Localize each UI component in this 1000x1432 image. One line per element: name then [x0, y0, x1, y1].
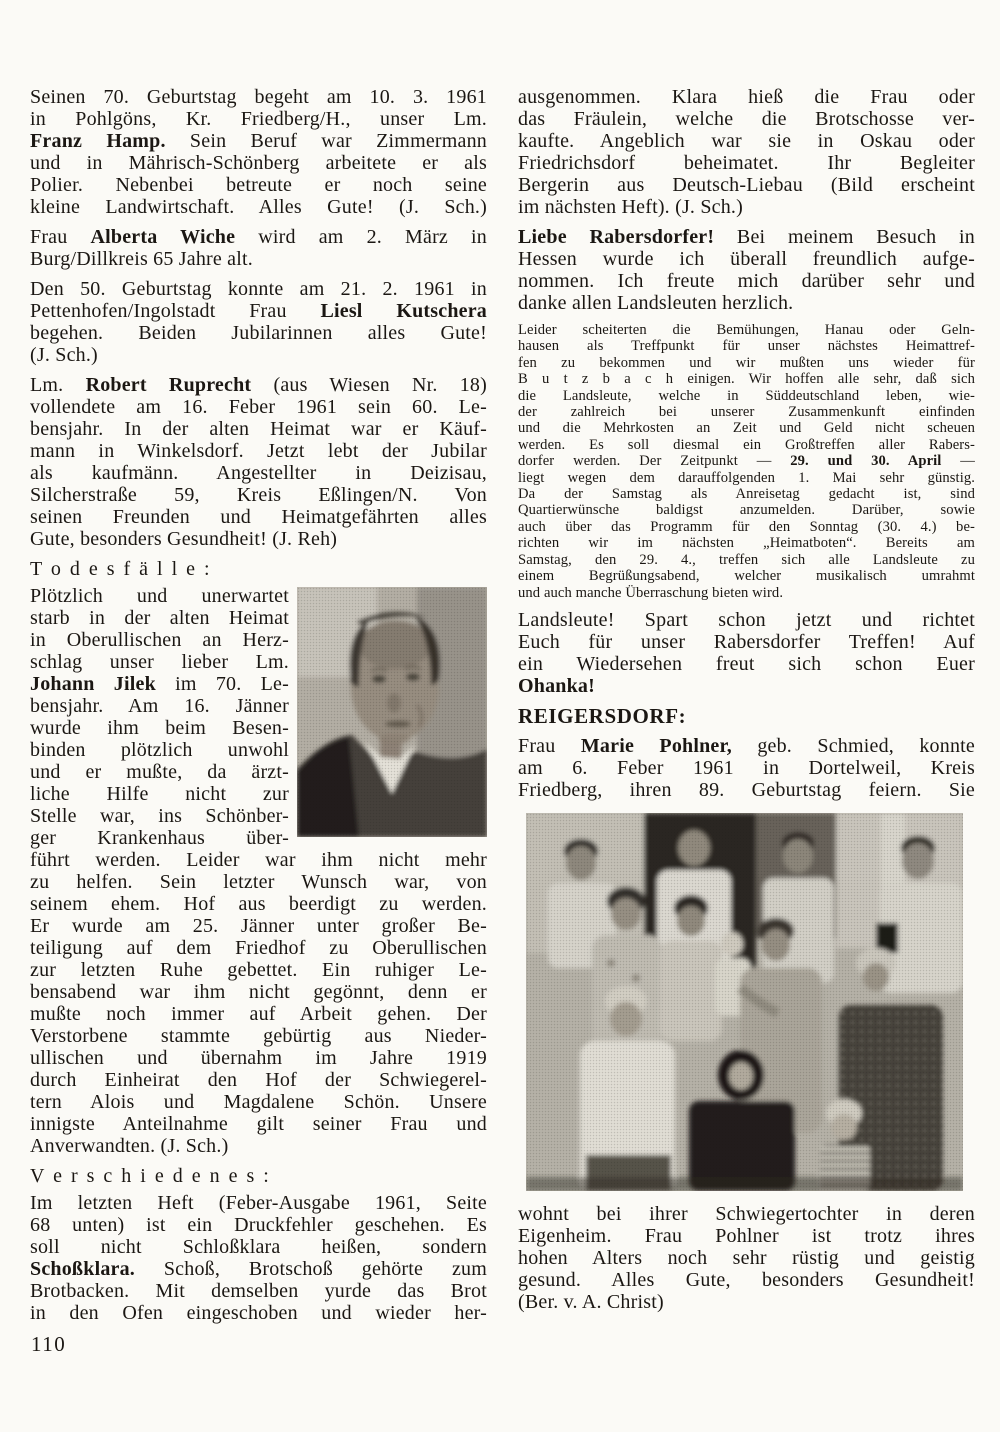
- text: ger Krankenhaus über-: [30, 827, 289, 849]
- text-line: [30, 300, 487, 322]
- text: B u t z b a c h einigen. Wir hoffen alle sehr, daß sich: [518, 371, 975, 388]
- text-line: [518, 196, 975, 218]
- text-line: [30, 278, 487, 300]
- text: in Pohlgöns, Kr. Friedberg/H., unser Lm.: [30, 108, 487, 130]
- text-line: [30, 1258, 487, 1280]
- text: ein Wiedersehen freut sich schon Euer: [518, 652, 975, 675]
- text: tern Alois und Magdalene Schön. Unsere: [30, 1091, 487, 1113]
- text: Gute, besonders Gesundheit! (J. Reh): [30, 528, 338, 550]
- text-line: [30, 344, 487, 366]
- text: einem Begrüßungsabend, welcher musikalisch umrahmt: [518, 568, 975, 585]
- text-line: [30, 1302, 487, 1324]
- text: Pettenhofen/Ingolstadt Frau: [30, 300, 321, 322]
- bold-text: Ohanka!: [518, 674, 595, 697]
- text-line: [518, 292, 975, 314]
- text-line: [30, 1280, 487, 1302]
- text-line: [30, 86, 487, 108]
- text-line: [30, 849, 487, 871]
- text-line: [518, 371, 975, 387]
- text: vollendete am 16. Feber 1961 sein 60. Le-: [30, 396, 487, 418]
- text: werden. Es soll diesmal ein Großtreffen aller Rabers-: [518, 436, 975, 453]
- text: liegt wegen dem darauffolgenden 1. Mai sehr günstig.: [518, 469, 975, 486]
- text: in den Ofen eingeschoben und wieder her-: [30, 1302, 487, 1324]
- text: fen zu bekommen und wir mußten uns wieder für: [518, 354, 975, 371]
- text: und er mußte, da ärzt-: [30, 761, 289, 783]
- text: seinen Freunden und Heimatgefährten alles: [30, 506, 487, 528]
- text-line: [518, 174, 975, 196]
- paragraph: [30, 374, 487, 550]
- text-line: [30, 462, 487, 484]
- text: mußte noch immer auf Arbeit gehen. Der: [30, 1003, 487, 1025]
- text-line: [518, 404, 975, 420]
- text-line: [518, 130, 975, 152]
- text-line: [518, 609, 975, 631]
- text-line: [30, 1091, 487, 1113]
- text-line: [518, 108, 975, 130]
- text-line: [30, 418, 487, 440]
- text-line: [518, 519, 975, 535]
- text: kaufte. Angeblich war sie in Oskau oder: [518, 130, 975, 152]
- text-line: [518, 631, 975, 653]
- text: bensjahr. Am 16. Jänner: [30, 695, 289, 717]
- text-line: [518, 486, 975, 502]
- text: und die Mehrkosten an Zeit und Geld nicht scheuen: [518, 420, 975, 437]
- text-line: [30, 152, 487, 174]
- text: Quartierwünsche baldigst anzumelden. Darüber, sowie: [518, 502, 975, 519]
- paragraph: [518, 1203, 975, 1313]
- text: Euch für unser Rabersdorfer Treffen! Auf: [518, 630, 975, 653]
- text-line: [30, 1236, 487, 1258]
- text: ausgenommen. Klara hieß die Frau oder: [518, 86, 975, 108]
- text: und in Mährisch-Schönberg arbeitete er als: [30, 152, 487, 174]
- text: Plötzlich und unerwartet: [30, 585, 289, 607]
- paragraph: [30, 86, 487, 218]
- text-line: [30, 1113, 487, 1135]
- text: Den 50. Geburtstag konnte am 21. 2. 1961 in: [30, 278, 487, 300]
- text-line: [30, 130, 487, 152]
- text-line: [30, 1135, 487, 1157]
- text-line: [30, 248, 487, 270]
- text: Da der Samstag als Anreisetag gedacht ist, sind: [518, 486, 975, 503]
- text: (Ber. v. A. Christ): [518, 1290, 664, 1313]
- text: auch über das Programm für den Sonntag (30. 4.) be-: [518, 518, 975, 535]
- paragraph: [30, 278, 487, 366]
- text: bensjahr. In der alten Heimat war er Käuf-: [30, 418, 487, 440]
- text-line: [518, 675, 975, 697]
- text: starb in der alten Heimat: [30, 607, 289, 629]
- text-line: [518, 338, 975, 354]
- text: mann in Winkelsdorf. Jetzt lebt der Jubilar: [30, 440, 487, 462]
- text-line: [518, 437, 975, 453]
- text-line: [30, 1025, 487, 1047]
- text: Frau: [518, 734, 581, 757]
- text-line: [518, 779, 975, 801]
- text: danke allen Landsleuten herzlich.: [518, 292, 794, 314]
- text: nommen. Ich freute mich darüber sehr und: [518, 270, 975, 292]
- text: und auch manche Überraschung bieten wird.: [518, 584, 784, 601]
- text: der zahlreich bei unserer Zusammenkunft einfinden: [518, 404, 975, 421]
- text: Burg/Dillkreis 65 Jahre alt.: [30, 248, 253, 270]
- text: Schoß, Brotschoß gehörte zum: [135, 1258, 487, 1280]
- paragraph: [518, 226, 975, 314]
- column-right: [518, 86, 975, 1321]
- text-line: [30, 1047, 487, 1069]
- section-heading: V e r s c h i e d e n e s :: [30, 1165, 271, 1187]
- text-line: [518, 535, 975, 551]
- text: Im letzten Heft (Feber-Ausgabe 1961, Seite: [30, 1192, 487, 1214]
- text: in Oberullischen an Herz-: [30, 629, 289, 651]
- text: dorfer werden. Der Zeitpunkt —: [518, 453, 791, 470]
- text: Bei meinem Besuch in: [714, 226, 975, 248]
- page-number: 110: [31, 1332, 67, 1356]
- pohlner-group-art: [526, 813, 963, 1191]
- text-line: [518, 502, 975, 518]
- text-line: [30, 506, 487, 528]
- text-line: [518, 1225, 975, 1247]
- text-line: [518, 757, 975, 779]
- text: Silcherstraße 59, Kreis Eßlingen/N. Von: [30, 484, 487, 506]
- text: bensabend war ihm nicht gegönnt, denn er: [30, 981, 487, 1003]
- text: Polier. Nebenbei betreute er noch seine: [30, 174, 487, 196]
- bold-text: Alberta Wiche: [90, 226, 236, 248]
- bold-text: Robert Ruprecht: [85, 374, 252, 396]
- text-line: [30, 396, 487, 418]
- text-line: [518, 552, 975, 568]
- section-heading: REIGERSDORF:: [518, 703, 687, 728]
- text-line: [30, 440, 487, 462]
- text-line: [518, 270, 975, 292]
- text: seinem ehem. Hof aus beerdigt zu werden.: [30, 893, 487, 915]
- text-line: [518, 420, 975, 436]
- text: Frau: [30, 226, 91, 248]
- pohlner-family-group-photo: [526, 813, 963, 1191]
- text: Landsleute! Spart schon jetzt und richtet: [518, 608, 975, 631]
- bold-text: Liesl Kutschera: [320, 300, 487, 322]
- text-line: [518, 322, 975, 338]
- paragraph: [518, 735, 975, 801]
- text-line: [518, 152, 975, 174]
- text-line: [30, 108, 487, 130]
- text-line: [30, 1069, 487, 1091]
- text: teiligung auf dem Friedhof zu Oberullischen: [30, 937, 487, 959]
- text: hohen Alters noch sehr rüstig und geistig: [518, 1246, 975, 1269]
- text-line: [30, 196, 487, 218]
- text: geb. Schmied, konnte: [731, 734, 975, 757]
- paragraph: [518, 86, 975, 218]
- text: zur letzten Ruhe gebettet. Ein ruhiger Le-: [30, 959, 487, 981]
- text: durch Einheirat den Hof der Schwiegerel-: [30, 1069, 487, 1091]
- text: begehen. Beiden Jubilarinnen alles Gute!: [30, 322, 487, 344]
- text: im nächsten Heft). (J. Sch.): [518, 196, 743, 218]
- text: Verstorbene stammte gebürtig aus Nieder-: [30, 1025, 487, 1047]
- text: liche Hilfe nicht zur: [30, 783, 289, 805]
- text: innigste Anteilnahme gilt seiner Frau und: [30, 1113, 487, 1135]
- text: Stelle war, ins Schönber-: [30, 805, 289, 827]
- text: führt werden. Leider war ihm nicht mehr: [30, 849, 487, 871]
- text: Lm.: [30, 374, 86, 396]
- text-line: [518, 735, 975, 757]
- text-line: [518, 453, 975, 469]
- text: Eigenheim. Frau Pohlner ist trotz ihres: [518, 1224, 975, 1247]
- text: Friedberg, ihren 89. Geburtstag feiern. Sie: [518, 778, 975, 801]
- text-line: [518, 1291, 975, 1313]
- jilek-portrait-photo: [297, 587, 487, 837]
- text: Sein Beruf war Zimmermann: [165, 130, 487, 152]
- text-line: [518, 248, 975, 270]
- text: kleine Landwirtschaft. Alles Gute! (J. Sch.): [30, 196, 487, 218]
- text: Friedrichsdorf beheimatet. Ihr Begleiter: [518, 152, 975, 174]
- text: Anverwandten. (J. Sch.): [30, 1135, 229, 1157]
- text-line: [30, 937, 487, 959]
- text: binden plötzlich unwohl: [30, 739, 289, 761]
- text: soll nicht Schloßklara heißen, sondern: [30, 1236, 487, 1258]
- text: schlag unser lieber Lm.: [30, 651, 289, 673]
- section-heading: T o d e s f ä l l e :: [30, 558, 212, 580]
- text: hausen als Treffpunkt für unser nächstes Heimattref-: [518, 338, 975, 355]
- paragraph: [30, 226, 487, 270]
- paragraph: [518, 322, 975, 601]
- text: Er wurde am 25. Jänner unter großer Be-: [30, 915, 487, 937]
- paragraph: [30, 1192, 487, 1324]
- text: Bergerin aus Deutsch-Liebau (Bild erscheint: [518, 174, 975, 196]
- text-line: [30, 226, 487, 248]
- text: die Landsleute, welche in Süddeutschland leben, wie-: [518, 387, 975, 404]
- bold-text: Liebe Rabersdorfer!: [518, 226, 715, 248]
- text-line: [518, 388, 975, 404]
- bold-text: Schoßklara.: [30, 1258, 136, 1280]
- text-line: [518, 86, 975, 108]
- text-line: [518, 1203, 975, 1225]
- text-line: [30, 322, 487, 344]
- text-line: [30, 1003, 487, 1025]
- text-line: [518, 568, 975, 584]
- bold-text: 29. und 30. April: [790, 453, 942, 470]
- text-line: [30, 1192, 487, 1214]
- text-line: [30, 915, 487, 937]
- text: im 70. Le-: [155, 673, 289, 695]
- text: wurde ihm beim Besen-: [30, 717, 289, 739]
- text: ullischen und übernahm im Jahre 1919: [30, 1047, 487, 1069]
- text: gesund. Alles Gute, besonders Gesundheit!: [518, 1268, 975, 1291]
- paragraph: [30, 585, 487, 1157]
- text: (aus Wiesen Nr. 18): [251, 374, 487, 396]
- text-line: [30, 1214, 487, 1236]
- text: wird am 2. März in: [235, 226, 487, 248]
- text: am 6. Feber 1961 in Dortelweil, Kreis: [518, 756, 975, 779]
- text-line: [30, 959, 487, 981]
- text: Brotbacken. Mit demselben yurde das Brot: [30, 1280, 487, 1302]
- text: als kaufmänn. Angestellter in Deizisau,: [30, 462, 487, 484]
- text-line: [518, 226, 975, 248]
- text-line: [518, 585, 975, 601]
- column-left: [30, 86, 487, 1332]
- text: 68 unten) ist ein Druckfehler geschehen. Es: [30, 1214, 487, 1236]
- bold-text: Franz Hamp.: [30, 130, 166, 152]
- text: Leider scheiterten die Bemühungen, Hanau oder Geln-: [518, 322, 975, 338]
- text-line: [518, 355, 975, 371]
- text: —: [941, 453, 975, 470]
- text-line: [30, 174, 487, 196]
- text-line: [30, 374, 487, 396]
- bold-text: Marie Pohlner,: [580, 734, 732, 757]
- text-line: [518, 1269, 975, 1291]
- text-line: [30, 893, 487, 915]
- text: Samstag, den 29. 4., treffen sich alle Landsleute zu: [518, 551, 975, 568]
- text-line: [518, 470, 975, 486]
- text: richten wir im nächsten „Heimatboten“. Bereits am: [518, 535, 975, 552]
- text: Hessen wurde ich überall freundlich aufge-: [518, 248, 975, 270]
- text-line: [30, 871, 487, 893]
- text-line: [30, 484, 487, 506]
- text-line: [518, 1247, 975, 1269]
- text: wohnt bei ihrer Schwiegertochter in deren: [518, 1202, 975, 1225]
- jilek-portrait-art: [297, 587, 487, 837]
- text: (J. Sch.): [30, 344, 98, 366]
- text-line: [30, 981, 487, 1003]
- text: Seinen 70. Geburtstag begeht am 10. 3. 1961: [30, 86, 487, 108]
- text-line: [518, 653, 975, 675]
- text: zu helfen. Sein letzter Wunsch war, von: [30, 871, 487, 893]
- text: das Fräulein, welche die Brotschosse ver-: [518, 108, 975, 130]
- bold-text: Johann Jilek: [30, 673, 156, 695]
- text-line: [30, 528, 487, 550]
- paragraph: [518, 609, 975, 697]
